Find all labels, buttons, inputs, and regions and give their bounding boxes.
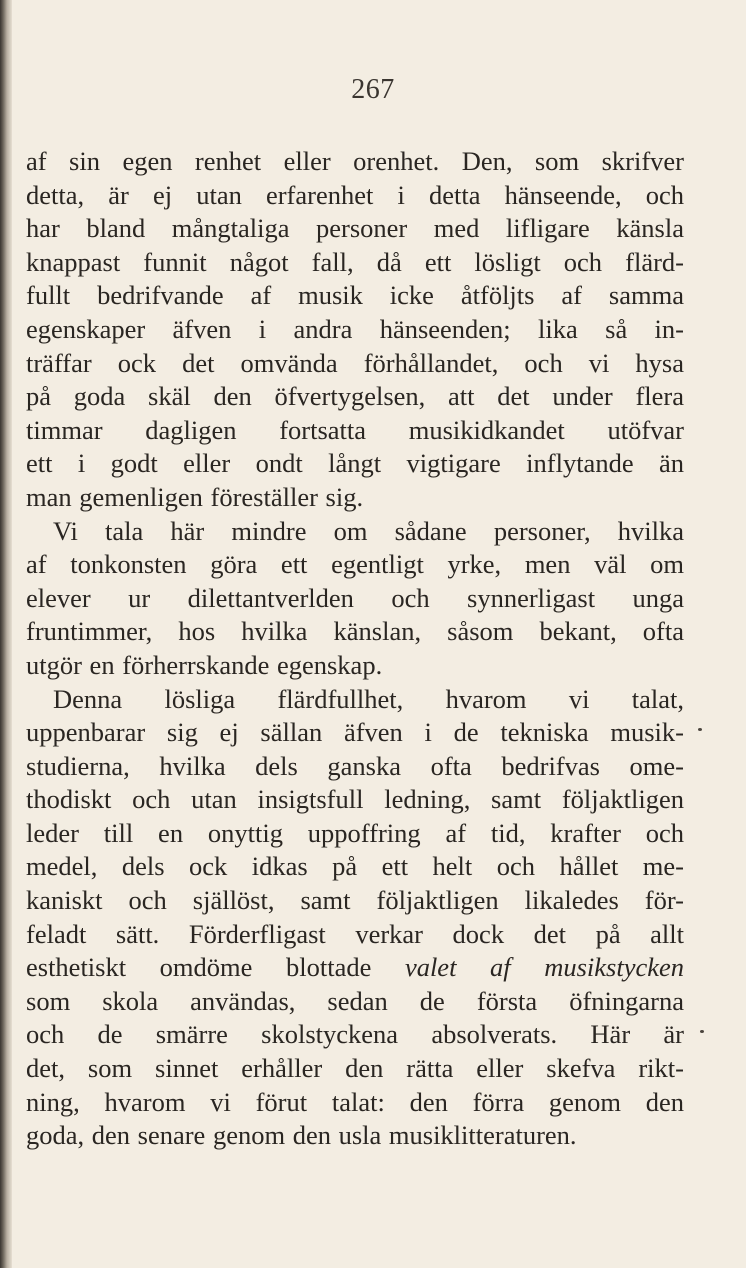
text-line: studierna, hvilka dels ganska ofta bedrifvas ome-: [26, 750, 684, 781]
text-line: träffar ock det omvända förhållandet, och vi hysa: [26, 347, 684, 378]
text-line: thodiskt och utan insigtsfull ledning, samt följaktligen: [26, 784, 684, 815]
text-line: egenskaper äfven i andra hänseenden; lika så in-: [26, 313, 684, 344]
text-line: leder till en onyttig uppoffring af tid, krafter och: [26, 817, 684, 848]
text-line: ett i godt eller ondt långt vigtigare inflytande än: [26, 448, 684, 479]
text-line: feladt sätt. Förderfligast verkar dock det på allt: [26, 918, 684, 949]
paragraph-3: [26, 683, 684, 1153]
text-line: medel, dels ock idkas på ett helt och hållet me-: [26, 851, 684, 882]
text-line: har bland mångtaliga personer med lifligare känsla: [26, 213, 684, 244]
text-line: af tonkonsten göra ett egentligt yrke, men väl om: [26, 549, 684, 580]
page-number: 267: [351, 74, 395, 105]
text-line: knappast funnit något fall, då ett lösligt och flärd-: [26, 246, 684, 277]
text-line: på goda skäl den öfvertygelsen, att det under flera: [26, 381, 684, 412]
italic-phrase: valet af musikstycken: [404, 952, 684, 983]
text-line: goda, den senare genom den usla musiklitteraturen.: [26, 1120, 577, 1151]
text-line: elever ur dilettantverlden och synnerligast unga: [26, 582, 684, 613]
page-text: [26, 145, 684, 1153]
text-line: af sin egen renhet eller orenhet. Den, som skrifver: [26, 146, 684, 176]
page-binding-edge: [0, 0, 12, 1268]
text-line-with-italic: [26, 951, 684, 985]
text-line: och de smärre skolstyckena absolverats. Här är: [26, 1019, 684, 1050]
text-line: kaniskt och själlöst, samt följaktligen likaledes för-: [26, 885, 684, 916]
text-line: ning, hvarom vi förut talat: den förra genom den: [26, 1086, 684, 1117]
text-line: fullt bedrifvande af musik icke åtföljts af samma: [26, 280, 684, 311]
text-line: Denna lösliga flärdfullhet, hvarom vi talat,: [53, 683, 684, 714]
text-line: utgör en förherrskande egenskap.: [26, 649, 383, 680]
text-run: esthetiskt omdöme blottade: [26, 952, 372, 983]
text-line: uppenbarar sig ej sällan äfven i de tekniska musik-: [26, 717, 684, 748]
text-line: det, som sinnet erhåller den rätta eller skefva rikt-: [26, 1053, 684, 1084]
text-line: timmar dagligen fortsatta musikidkandet utöfvar: [26, 414, 684, 445]
print-speck: [700, 1030, 704, 1033]
paragraph-2: [26, 515, 684, 683]
text-line: fruntimmer, hos hvilka känslan, såsom bekant, ofta: [26, 616, 684, 647]
text-line: Vi tala här mindre om sådane personer, hvilka: [53, 515, 684, 546]
paragraph-1: [26, 145, 684, 515]
text-line: man gemenligen föreställer sig.: [26, 481, 364, 512]
text-line: detta, är ej utan erfarenhet i detta hänseende, och: [26, 179, 684, 210]
print-speck: [698, 728, 702, 731]
text-line: som skola användas, sedan de första öfningarna: [26, 985, 684, 1016]
